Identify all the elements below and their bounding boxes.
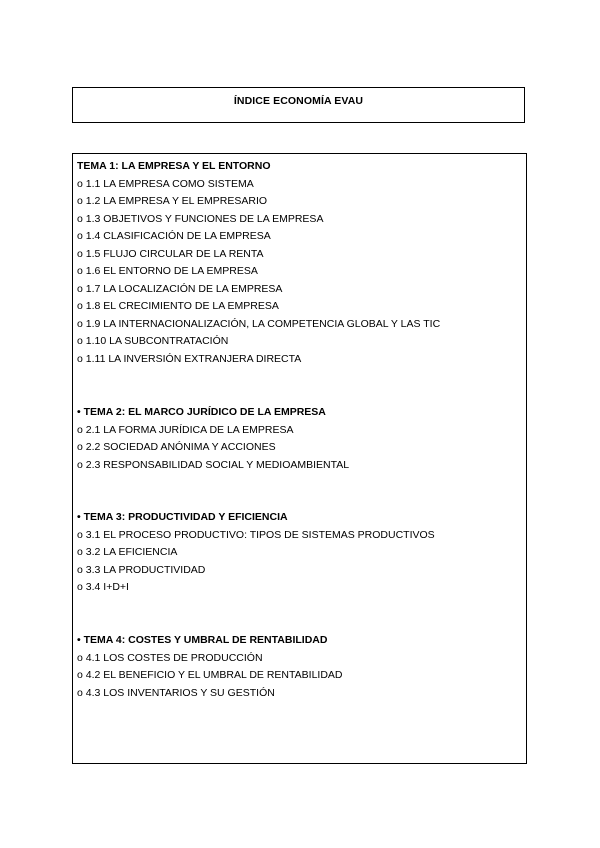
list-item: o 1.7 LA LOCALIZACIÓN DE LA EMPRESA [77, 283, 283, 295]
list-item: o 1.9 LA INTERNACIONALIZACIÓN, LA COMPETENCIA GLOBAL Y LAS TIC [77, 318, 441, 330]
list-item: o 3.3 LA PRODUCTIVIDAD [77, 564, 206, 576]
title-box [72, 87, 525, 123]
list-item: o 1.3 OBJETIVOS Y FUNCIONES DE LA EMPRESA [77, 213, 324, 225]
list-item: o 2.2 SOCIEDAD ANÓNIMA Y ACCIONES [77, 441, 276, 453]
section-heading-1: TEMA 1: LA EMPRESA Y EL ENTORNO [77, 160, 271, 172]
list-item: o 4.2 EL BENEFICIO Y EL UMBRAL DE RENTABILIDAD [77, 669, 343, 681]
list-item: o 2.1 LA FORMA JURÍDICA DE LA EMPRESA [77, 424, 294, 436]
list-item: o 2.3 RESPONSABILIDAD SOCIAL Y MEDIOAMBIENTAL [77, 459, 350, 471]
section-heading-2: • TEMA 2: EL MARCO JURÍDICO DE LA EMPRESA [77, 406, 326, 418]
section-heading-3: • TEMA 3: PRODUCTIVIDAD Y EFICIENCIA [77, 511, 288, 523]
list-item: o 3.1 EL PROCESO PRODUCTIVO: TIPOS DE SISTEMAS PRODUCTIVOS [77, 529, 435, 541]
list-item: o 4.1 LOS COSTES DE PRODUCCIÓN [77, 652, 263, 664]
list-item: o 1.2 LA EMPRESA Y EL EMPRESARIO [77, 195, 268, 207]
list-item: o 3.2 LA EFICIENCIA [77, 546, 178, 558]
list-item: o 1.11 LA INVERSIÓN EXTRANJERA DIRECTA [77, 353, 302, 365]
list-item: o 1.1 LA EMPRESA COMO SISTEMA [77, 178, 254, 190]
list-item: o 1.4 CLASIFICACIÓN DE LA EMPRESA [77, 230, 271, 242]
list-item: o 3.4 I+D+I [77, 581, 129, 593]
list-item: o 1.5 FLUJO CIRCULAR DE LA RENTA [77, 248, 264, 260]
section-heading-4: • TEMA 4: COSTES Y UMBRAL DE RENTABILIDAD [77, 634, 328, 646]
list-item: o 1.10 LA SUBCONTRATACIÓN [77, 335, 229, 347]
page-title: ÍNDICE ECONOMÍA EVAU [233, 95, 364, 107]
list-item: o 1.6 EL ENTORNO DE LA EMPRESA [77, 265, 258, 277]
index-box [72, 153, 527, 764]
list-item: o 4.3 LOS INVENTARIOS Y SU GESTIÓN [77, 687, 275, 699]
list-item: o 1.8 EL CRECIMIENTO DE LA EMPRESA [77, 300, 279, 312]
